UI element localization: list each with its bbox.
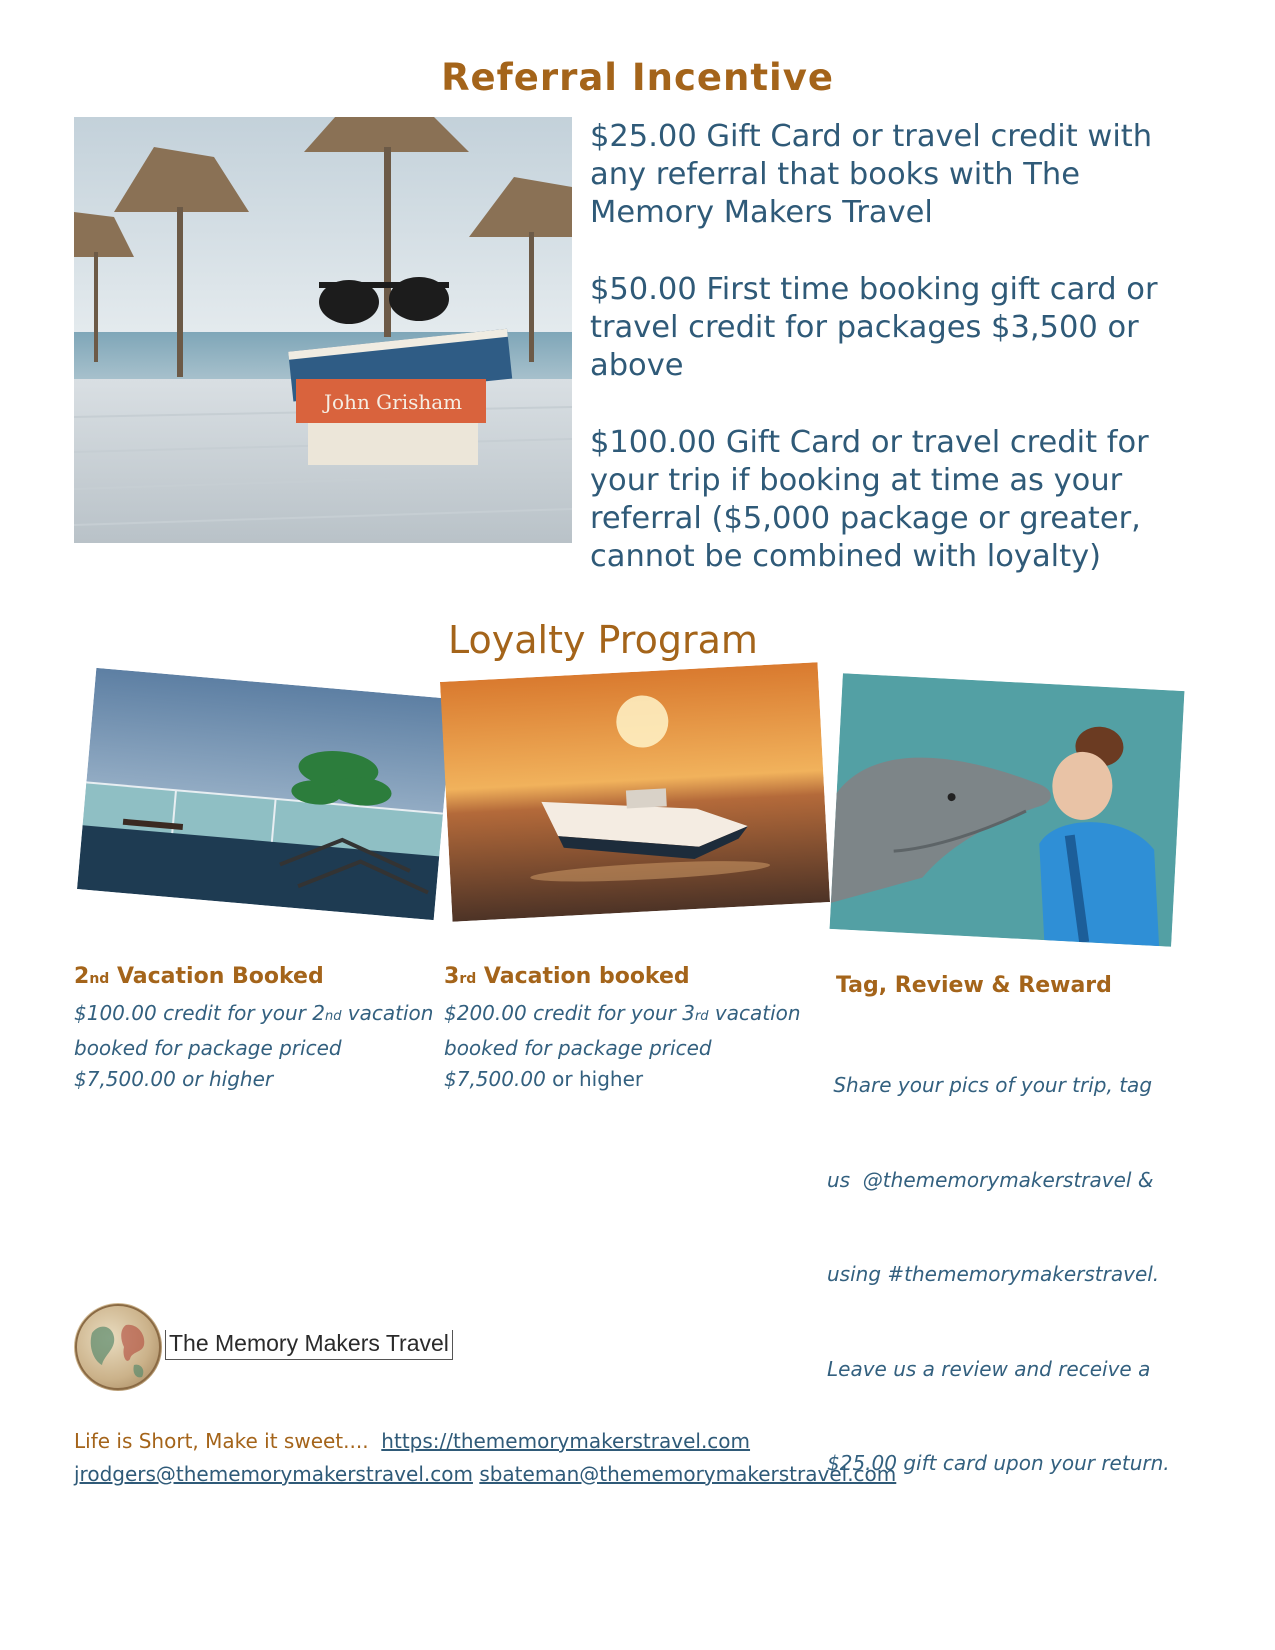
card-title-2nd-vacation bbox=[74, 964, 433, 989]
beach-books-photo bbox=[74, 117, 572, 543]
desc-line: $25.00 gift card upon your return. bbox=[827, 1451, 1170, 1475]
cruise-ship-photo bbox=[440, 662, 830, 921]
desc-ordinal: rd bbox=[694, 1009, 709, 1024]
loyalty-card-tag-review bbox=[827, 973, 1170, 1543]
svg-text:John Grisham: John Grisham bbox=[324, 390, 463, 414]
desc-line: booked for package priced bbox=[74, 1035, 342, 1060]
logo-wordmark: The Memory Makers Travel bbox=[165, 1330, 453, 1360]
title-number: 3 bbox=[444, 964, 460, 989]
referral-item-25: $25.00 Gift Card or travel credit with any referral that books with The Memory Makers Travel bbox=[590, 119, 1153, 230]
title-rest: Vacation booked bbox=[476, 964, 690, 989]
desc-line: $200.00 credit for your 3 bbox=[444, 1001, 695, 1025]
desc-line: $100.00 credit for your 2 bbox=[74, 1001, 325, 1025]
card-title-3rd-vacation bbox=[444, 964, 801, 989]
pool-photo bbox=[77, 668, 453, 920]
desc-line: us @thememorymakerstravel & bbox=[827, 1167, 1154, 1192]
card-description-2nd bbox=[74, 998, 433, 1096]
website-link[interactable]: https://thememorymakerstravel.com bbox=[381, 1429, 751, 1453]
title-ordinal: nd bbox=[89, 971, 110, 987]
card-description-3rd bbox=[444, 998, 801, 1096]
desc-line: vacation bbox=[708, 1001, 801, 1025]
desc-line: or higher bbox=[545, 1067, 644, 1091]
desc-line: booked for package priced bbox=[444, 1035, 712, 1060]
loyalty-program-heading: Loyalty Program bbox=[448, 618, 758, 662]
desc-line: $7,500.00 or higher bbox=[74, 1067, 274, 1091]
desc-ordinal: nd bbox=[324, 1009, 342, 1024]
title-rest: Vacation Booked bbox=[109, 964, 324, 989]
desc-line: vacation bbox=[341, 1001, 434, 1025]
referral-item-100: $100.00 Gift Card or travel credit for your trip if booking at time as your referral ($5,000 package or greater, cannot be combined with loyalty) bbox=[590, 425, 1149, 574]
title-number: 2 bbox=[74, 964, 90, 989]
loyalty-card-2nd bbox=[74, 964, 433, 1096]
dolphin-photo bbox=[830, 673, 1185, 947]
footer-tagline-row bbox=[74, 1429, 750, 1453]
email-link-sbateman[interactable]: sbateman@thememorymakerstravel.com bbox=[479, 1462, 897, 1486]
footer-tagline: Life is Short, Make it sweet.... bbox=[74, 1429, 382, 1453]
globe-logo-icon bbox=[74, 1303, 162, 1391]
loyalty-card-3rd bbox=[444, 964, 801, 1096]
referral-incentive-list bbox=[590, 118, 1210, 615]
footer-emails-row bbox=[74, 1462, 896, 1486]
desc-line: Leave us a review and receive a bbox=[827, 1356, 1151, 1381]
title-ordinal: rd bbox=[459, 971, 477, 987]
desc-line: $7,500.00 bbox=[444, 1067, 546, 1091]
desc-line: Share your pics of your trip, tag bbox=[827, 1073, 1153, 1097]
email-link-jrodgers[interactable]: jrodgers@thememorymakerstravel.com bbox=[74, 1462, 473, 1486]
card-title-tag-review-reward: Tag, Review & Reward bbox=[836, 973, 1112, 998]
desc-line: using #thememorymakerstravel. bbox=[827, 1262, 1160, 1286]
page-title: Referral Incentive bbox=[441, 56, 834, 99]
referral-item-50: $50.00 First time booking gift card or travel credit for packages $3,500 or above bbox=[590, 272, 1158, 383]
